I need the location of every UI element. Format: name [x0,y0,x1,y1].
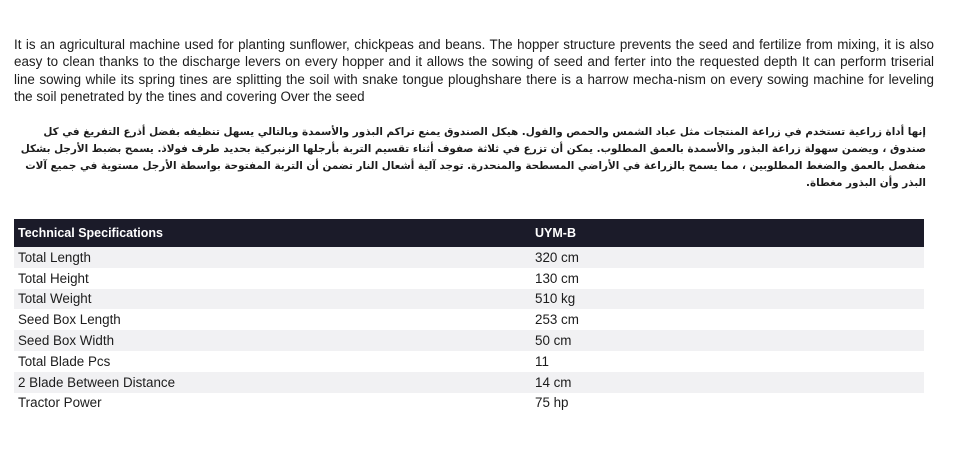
spec-value: 75 hp [531,393,924,414]
table-row [14,268,924,289]
spec-label: Total Height [14,268,531,289]
spec-value: 14 cm [531,372,924,393]
description-arabic: إنها أداة زراعية تستخدم في زراعة المنتجات مثل عباد الشمس والحمص والفول. هيكل الصندوق يمنع تراكم البذور والأسمدة وبالتالي يسهل تنظيفه بفضل أذرع التفريغ في كل صندوق ، ويضمن سهولة زراعة البذور والأسمدة بالعمق المطلوب. يمكن أن تزرع في ثلاثة صفوف أثناء تقسيم التربة بأرجلها الزنبركية بحديد طرف فولاذ. يسمح بضبط الأرجل بشكل منفصل بالعمق والضغط المطلوبين ، مما يسمح بالزراعة في الأراضي المسطحة والمنحدرة. توجد آلية أشعال النار تضمن أن التربة المفتوحة بواسطة الأرجل مستوية في جميع آلات البذر وأن البذور مغطاة. [20,126,926,189]
spec-label: Tractor Power [14,393,531,414]
spec-label: Seed Box Width [14,330,531,351]
spec-value: 50 cm [531,330,924,351]
spec-value: 11 [531,351,924,372]
table-row [14,289,924,310]
table-row [14,309,924,330]
table-row [14,351,924,372]
spec-value: 320 cm [531,247,924,268]
spec-label: Seed Box Length [14,309,531,330]
spec-label: 2 Blade Between Distance [14,372,531,393]
table-header-row [14,219,924,247]
header-model: UYM-B [531,219,924,247]
table-row [14,393,924,414]
description-english: It is an agricultural machine used for planting sunflower, chickpeas and beans. The hopper structure prevents the seed and fertilize from mixing, it is also easy to clean thanks to the discharge levers on every hopper and it allows the sowing of seed and ferter into the requested depth It can perform triserial line sowing while its spring tines are splitting the soil with snake tongue ploughshare there is a harrow mecha-nism on every sowing machine for leveling the soil penetrated by the tines and covering Over the seed [14,37,934,104]
spec-label: Total Weight [14,289,531,310]
spec-value: 510 kg [531,289,924,310]
spec-label: Total Length [14,247,531,268]
header-spec-name: Technical Specifications [14,219,531,247]
table-row [14,372,924,393]
specifications-table [14,219,924,413]
spec-label: Total Blade Pcs [14,351,531,372]
spec-value: 253 cm [531,309,924,330]
table-row [14,247,924,268]
spec-value: 130 cm [531,268,924,289]
table-row [14,330,924,351]
